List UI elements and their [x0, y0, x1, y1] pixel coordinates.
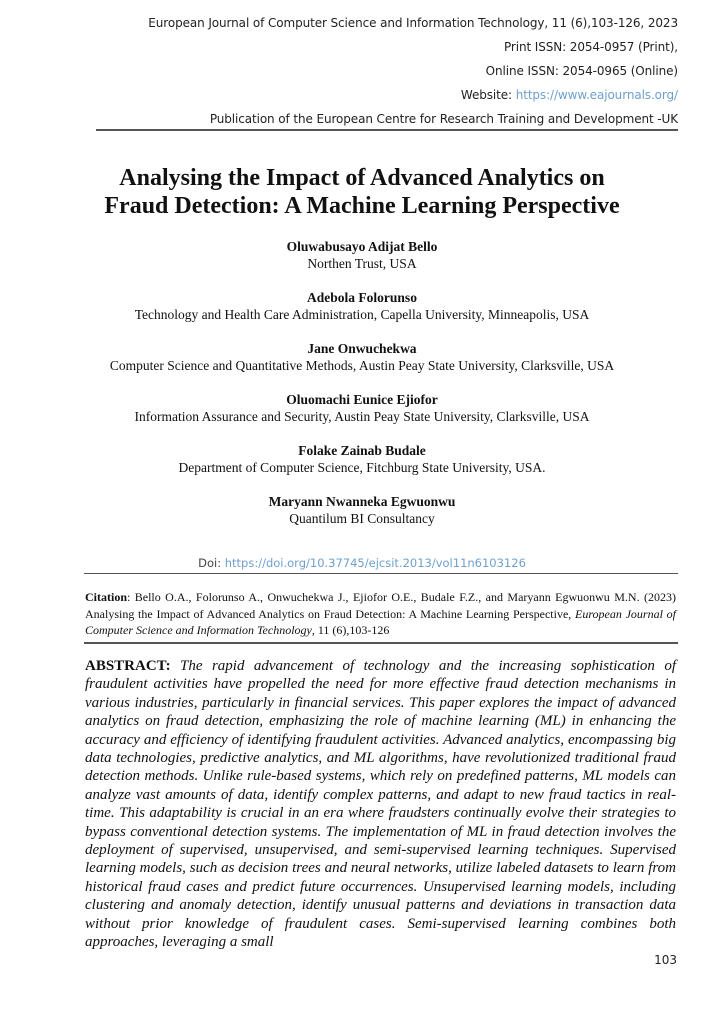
page-number: 103	[654, 953, 677, 967]
website-link[interactable]: https://www.eajournals.org/	[515, 88, 678, 102]
author-name: Folake Zainab Budale	[298, 443, 426, 458]
doi-divider	[84, 573, 678, 574]
author-affiliation: Information Assurance and Security, Austin Peay State University, Clarksville, USA	[134, 409, 590, 424]
header-divider	[96, 129, 678, 131]
author-name: Oluomachi Eunice Ejiofor	[286, 392, 438, 407]
doi-label: Doi:	[198, 556, 225, 570]
author-affiliation: Northen Trust, USA	[307, 256, 417, 271]
abstract-label: ABSTRACT:	[85, 658, 181, 674]
author-name: Jane Onwuchekwa	[307, 341, 417, 356]
citation-tail: , 11 (6),103-126	[311, 623, 390, 637]
paper-title-line-2: Fraud Detection: A Machine Learning Perspective	[104, 193, 620, 219]
abstract	[85, 657, 676, 952]
citation-label: Citation	[85, 590, 127, 604]
citation	[85, 589, 676, 639]
doi-link[interactable]: https://doi.org/10.37745/ejcsit.2013/vol11n6103126	[224, 556, 526, 570]
author-affiliation: Computer Science and Quantitative Methods, Austin Peay State University, Clarksville, USA	[109, 358, 615, 373]
publisher-line: Publication of the European Centre for Research Training and Development -UK	[209, 112, 678, 126]
author-block	[0, 391, 724, 425]
author-block	[0, 238, 724, 272]
author-affiliation: Quantilum BI Consultancy	[289, 511, 435, 526]
doi-line	[0, 556, 724, 570]
website-label: Website:	[460, 88, 516, 102]
journal-header: European Journal of Computer Science and Information Technology, 11 (6),103-126, 2023	[148, 16, 678, 30]
online-issn: Online ISSN: 2054-0965 (Online)	[485, 64, 678, 78]
author-affiliation: Technology and Health Care Administration, Capella University, Minneapolis, USA	[134, 307, 590, 322]
author-block	[0, 442, 724, 476]
paper-title-line-1: Analysing the Impact of Advanced Analytics on	[119, 165, 605, 191]
website-line	[461, 88, 678, 102]
citation-text: : Bello O.A., Folorunso A., Onwuchekwa J., Ejiofor O.E., Budale F.Z., and Maryann Egwuonwu M.N. (2023) Analysing the Impact of Advanced Analytics on Fraud Detection: A Machine Learning Perspective,	[85, 590, 676, 621]
abstract-text: The rapid advancement of technology and the increasing sophistication of fraudulent activities have propelled the need for more effective fraud detection mechanisms in various industries, particularly in financial services. This paper explores the impact of advanced analytics on fraud detection, emphasizing the role of machine learning (ML) in enhancing the accuracy and efficiency of identifying fraudulent activities. Advanced analytics, encompassing big data technologies, predictive analytics, and ML algorithms, have revolutionized traditional fraud detection methods. Unlike rule-based systems, which rely on predefined patterns, ML models can analyze vast amounts of data, identify complex patterns, and adapt to new fraud tactics in real-time. This adaptability is crucial in an era where fraudsters continually evolve their strategies to bypass conventional detection systems. The implementation of ML in fraud detection involves the deployment of supervised, unsupervised, and semi-supervised learning techniques. Supervised learning models, such as decision trees and neural networks, utilize labeled datasets to learn from historical fraud cases and predict future occurrences. Unsupervised learning models, including clustering and anomaly detection, identify unusual patterns and deviations in transaction data without prior knowledge of fraudulent cases. Semi-supervised learning combines both approaches, leveraging a small	[85, 658, 676, 951]
author-affiliation: Department of Computer Science, Fitchburg State University, USA.	[178, 460, 546, 475]
citation-divider	[84, 642, 678, 644]
author-name: Oluwabusayo Adijat Bello	[286, 239, 438, 254]
author-block	[0, 340, 724, 374]
print-issn: Print ISSN: 2054-0957 (Print),	[503, 40, 678, 54]
author-block	[0, 289, 724, 323]
author-name: Adebola Folorunso	[307, 290, 417, 305]
author-block	[0, 493, 724, 527]
citation-journal: European Journal of Computer Science and Information Technology	[85, 606, 676, 637]
author-name: Maryann Nwanneka Egwuonwu	[268, 494, 456, 509]
